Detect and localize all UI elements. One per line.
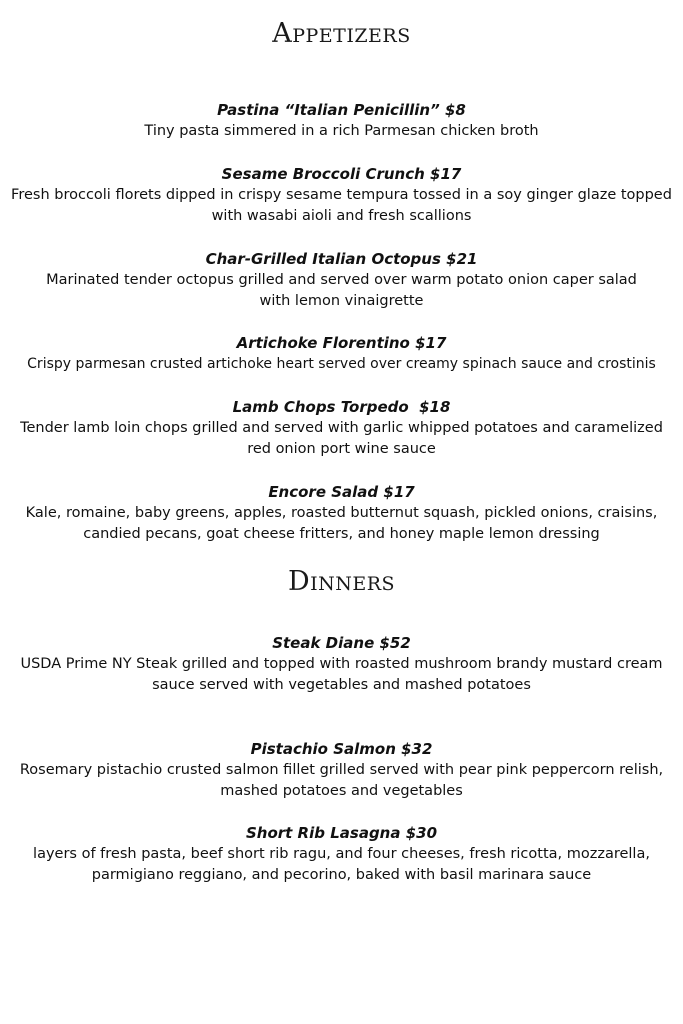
dinners-heading: Dinners bbox=[287, 566, 396, 597]
item-description: Marinated tender octopus grilled and served over warm potato onion caper salad with lemon vinaigrette bbox=[46, 272, 637, 309]
menu-item bbox=[0, 823, 683, 886]
item-description: Crispy parmesan crusted artichoke heart served over creamy spinach sauce and crostinis bbox=[27, 356, 656, 372]
menu-item bbox=[0, 397, 683, 460]
menu-item bbox=[0, 482, 683, 545]
item-name: Encore Salad $17 bbox=[268, 483, 415, 501]
item-description: layers of fresh pasta, beef short rib ragu, and four cheeses, fresh ricotta, mozzarella, parmigiano reggiano, and pecorino, baked with basil marinara sauce bbox=[33, 846, 650, 883]
item-description: Tender lamb loin chops grilled and served with garlic whipped potatoes and caramelized red onion port wine sauce bbox=[20, 420, 663, 457]
item-description: Tiny pasta simmered in a rich Parmesan chicken broth bbox=[144, 123, 539, 139]
item-name: Steak Diane $52 bbox=[272, 634, 411, 652]
menu-item bbox=[0, 249, 683, 312]
appetizers-heading: Appetizers bbox=[272, 18, 411, 49]
item-description: USDA Prime NY Steak grilled and topped with roasted mushroom brandy mustard cream sauce served with vegetables and mashed potatoes bbox=[20, 656, 663, 693]
item-name: Lamb Chops Torpedo $18 bbox=[232, 398, 451, 416]
item-description: Rosemary pistachio crusted salmon fillet grilled served with pear pink peppercorn relish, mashed potatoes and vegetables bbox=[19, 762, 664, 799]
item-name: Pistachio Salmon $32 bbox=[250, 740, 433, 758]
menu-item bbox=[0, 739, 683, 802]
menu-item bbox=[0, 164, 683, 227]
item-name: Artichoke Florentino $17 bbox=[236, 334, 447, 352]
item-name: Short Rib Lasagna $30 bbox=[245, 824, 438, 842]
item-name: Char-Grilled Italian Octopus $21 bbox=[205, 250, 478, 268]
menu-item bbox=[0, 333, 683, 375]
menu-item bbox=[0, 100, 683, 142]
item-description: Fresh broccoli florets dipped in crispy sesame tempura tossed in a soy ginger glaze topped with wasabi aioli and fresh scallions bbox=[11, 187, 672, 224]
item-name: Sesame Broccoli Crunch $17 bbox=[221, 165, 462, 183]
item-description: Kale, romaine, baby greens, apples, roasted butternut squash, pickled onions, craisins, candied pecans, goat cheese fritters, and honey maple lemon dressing bbox=[25, 505, 658, 542]
menu-item bbox=[0, 633, 683, 696]
item-name: Pastina “Italian Penicillin” $8 bbox=[217, 101, 466, 119]
